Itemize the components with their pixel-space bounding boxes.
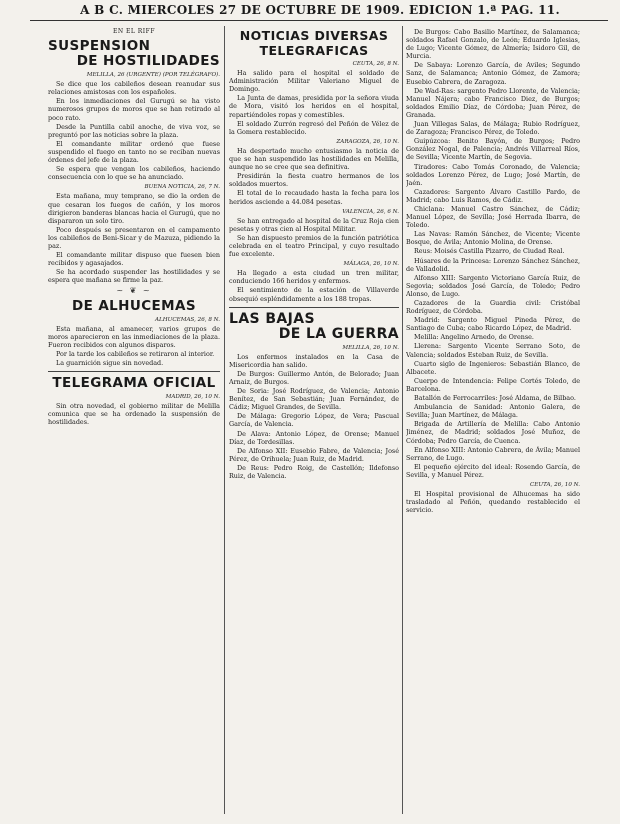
paragraph: Húsares de la Princesa: Lorenzo Sánchez Sánchez, de Valladolid. [406, 256, 580, 273]
paragraph: De Málaga: Gregorio López, de Vera; Pascual García, de Valencia. [229, 412, 399, 429]
ornament-divider: ~ ❦ ~ [116, 286, 152, 296]
dateline: VALENCIA, 26, 6 N. [342, 208, 399, 215]
paragraph: Chiclana: Manuel Castro Sánchez, de Cádiz; Manuel López, de Sevilla; José Herrada Ibarra, de Toledo. [406, 204, 580, 230]
paragraph: Esta mañana, al amanecer, varios grupos de moros aparecieron en las inmediaciones de la plaza. Fueron recibidos con algunos disparos. [48, 324, 220, 349]
paragraph: En Alfonso XIII: Antonio Cabrera, de Ávila; Manuel Serrano, de Lugo. [406, 445, 580, 462]
paragraph: El pequeño ejército del ideal: Rosendo García, de Sevilla, y Manuel Pérez. [406, 462, 580, 479]
paragraph: De Alava: Antonio López, de Orense; Manuel Díaz, de Tordesillas. [229, 429, 399, 446]
headline-guerra: DE LA GUERRA [278, 325, 399, 342]
dateline: MADRID, 26, 10 N. [165, 394, 220, 401]
paragraph: Alfonso XIII: Sargento Victoriano García Ruiz, de Segovia; soldados José García, de Toledo; Pedro Alonso, de Lugo. [406, 273, 580, 298]
paragraph: Ambulancia de Sanidad: Antonio Galera, de Sevilla; Juan Martínez, de Málaga. [406, 403, 580, 420]
kicker: EN EL RIFF [112, 28, 156, 35]
dateline: MELILLA, 26, 10 N. [342, 344, 399, 351]
paragraph: Por la tarde los cabileños se retiraron al interior. [56, 349, 215, 358]
paragraph: Presidirán la fiesta cuatro hermanos de los soldados muertos. [229, 172, 399, 189]
column-rule-1 [224, 26, 225, 814]
headline-noticias: NOTICIAS DIVERSAS [239, 28, 389, 43]
headline-bajas: LAS BAJAS [229, 310, 315, 327]
paragraph: Guipúzcoa: Benito Bayón, de Burgos; Pedro González Nogal, de Palencia; Andrés Villarreal Ríos, de Sevilla; Vicente Martín, de Segovia. [406, 137, 580, 162]
paragraph: Se espera que vengan los cabileños, haciendo consecuencia con lo que se ha anunciado. [48, 165, 220, 182]
paragraph: Sin otra novedad, el gobierno militar de Melilla comunica que se ha ordenado la suspensión de hostilidades. [48, 402, 220, 427]
paragraph: Se han entregado al hospital de la Cruz Roja cien pesetas y otras cien al Hospital Militar. [229, 216, 399, 233]
paragraph: Los enfermos instalados en la Casa de Misericordia han salido. [229, 352, 399, 369]
paragraph: Madrid: Sargento Miguel Pineda Pérez, de Santiago de Cuba; cabo Ricardo López, de Madrid. [406, 316, 580, 333]
paragraph: El comandante militar dispuso que fuesen bien recibidos y agasajados. [48, 251, 220, 268]
masthead-rule [30, 20, 608, 21]
paragraph: El total de lo recaudado hasta la fecha para los heridos asciende a 44.084 pesetas. [229, 189, 399, 206]
paragraph: De Alfonso XII: Eusebio Fabre, de Valencia; José Pérez, de Orihuela; Juan Ruiz, de Madrid. [229, 446, 399, 463]
headline-alhucemas: DE ALHUCEMAS [72, 297, 196, 314]
dateline: CEUTA, 26, 8 N. [352, 61, 399, 67]
paragraph: Desde la Puntilla cabil anoche, de viva voz, se preguntó por las noticias sobre la plaza. [48, 122, 220, 139]
paragraph: El Hospital provisional de Alhucemas ha sido trasladado al Peñón, quedando restablecido el servicio. [406, 490, 580, 515]
column-2 [229, 28, 399, 814]
paragraph: Juan Villegas Salas, de Málaga; Rubio Rodríguez, de Zaragoza; Francisco Pérez, de Toledo. [406, 120, 580, 137]
paragraph: Esta mañana, muy temprano, se dio la orden de que cesaran los fuegos de cañón, y los moros dirigieron banderas blancas hacia el Gurugú, que no dispararon un solo tiro. [48, 192, 220, 225]
column-rule-2 [402, 26, 403, 814]
paragraph: El soldado Zurrón regresó del Peñón de Vélez de la Gomera restablecido. [229, 119, 399, 136]
paragraph: Cuarto siglo de Ingenieros: Sebastián Blanco, de Albacete. [406, 359, 580, 376]
paragraph: De Burgos: Guillermo Antón, de Belorado; Juan Arnaiz, de Burgos. [229, 369, 399, 386]
paragraph: Tiradores: Cabo Tomás Coronado, de Valencia; soldados Lorenzo Pérez, de Lugo; José Martín, de Jaén. [406, 162, 580, 187]
divider [229, 307, 399, 308]
paragraph: De Wad-Ras: sargento Pedro Llorente, de Valencia; Manuel Nájera; cabo Francisco Diez, de Burgos; soldados Emilio Díaz, de Córdoba; Juan Pérez, de Granada. [406, 86, 580, 119]
paragraph: Cazadores de la Guardia civil: Cristóbal Rodríguez, de Córdoba. [406, 299, 580, 316]
paragraph: De Reus: Pedro Roig, de Castellón; Ildefonso Ruiz, de Valencia. [229, 463, 399, 481]
dateline: ZARAGOZA, 26, 10 N. [336, 138, 399, 145]
headline-telegraficas: TELEGRAFICAS [259, 43, 369, 58]
paragraph: Ha llegado a esta ciudad un tren militar, conduciendo 166 heridos y enfermos. [229, 269, 399, 286]
dateline: BUENA NOTICIA, 26, 7 N. [144, 184, 220, 191]
dateline: CEUTA, 26, 10 N. [530, 481, 580, 488]
paragraph: Brigada de Artillería de Melilla: Cabo Antonio Jiménez, de Madrid; soldados José Muñoz, de Córdoba; Pedro García, de Cuenca. [406, 420, 580, 445]
column-3 [406, 28, 580, 814]
paragraph: Poco después se presentaron en el campamento los cabileños de Beni-Sicar y de Mazuza, pidiendo la paz. [48, 225, 220, 250]
paragraph: El comandante militar ordenó que fuese suspendido el fuego en tanto no se reciban nuevas órdenes del jefe de la plaza. [48, 139, 220, 165]
paragraph: Llerena: Sargento Vicente Serrano Soto, de Valencia; soldados Esteban Ruiz, de Sevilla. [406, 342, 580, 359]
paragraph: De Sabaya: Lorenzo García, de Aviles; Segundo Sanz, de Salamanca; Antonio Gómez, de Zamora; Eusebio Cabrera, de Zaragoza. [406, 61, 580, 86]
paragraph: La Junta de damas, presidida por la señora viuda de Mora, visitó los heridos en el hospital, repartiéndoles ropas y comestibles. [229, 94, 399, 119]
paragraph: El sentimiento de la estación de Villaverde obsequió espléndidamente a los 188 tropas. [229, 286, 399, 303]
paragraph: Batallón de Ferrocarriles: José Aldama, de Bilbao. [414, 394, 576, 403]
masthead: A B C. MIERCOLES 27 DE OCTUBRE DE 1909. EDICION 1.ª PAG. 11. [80, 3, 560, 17]
paragraph: La guarnición sigue sin novedad. [56, 359, 164, 367]
paragraph: Se dice que los cabileños desean reanudar sus relaciones amistosas con los españoles. [48, 80, 220, 97]
paragraph: Las Navas: Ramón Sánchez, de Vicente; Vicente Bosque, de Ávila; Antonio Molina, de Orense. [406, 230, 580, 247]
paragraph: Cazadores: Sargento Álvaro Castillo Pardo, de Madrid; cabo Luis Ramos, de Cádiz. [406, 187, 580, 204]
divider [48, 371, 220, 372]
dateline: MÁLAGA, 26, 10 N. [343, 261, 399, 268]
paragraph: Reus: Moisés Castilla Pizarro, de Ciudad Real. [414, 247, 565, 256]
paragraph: Cuerpo de Intendencia: Felipe Cortés Toledo, de Barcelona. [406, 376, 580, 393]
paragraph: Se ha acordado suspender las hostilidades y se espera que mañana se firme la paz. [48, 268, 220, 285]
paragraph: De Soria: José Rodríguez, de Valencia; Antonio Benítez, de San Sebastián; Juan Fernández, de Cádiz; Miguel Grandes, de Sevilla. [229, 387, 399, 412]
dateline: MELILLA, 26 (URGENTE) (POR TELÉGRAFO). [86, 72, 220, 79]
headline-suspension: SUSPENSION [48, 38, 151, 55]
headline-hostilidades: DE HOSTILIDADES [76, 53, 220, 70]
paragraph: En los inmediaciones del Gurugú se ha visto numerosos grupos de moros que se han retirado al poco rato. [48, 97, 220, 122]
paragraph: Se han dispuesto premios de la función patriótica celebrada en el teatro Principal, y cuyo resultado fue excelente. [229, 233, 399, 259]
headline-telegrama: TELEGRAMA OFICIAL [52, 375, 216, 392]
dateline: ALHUCEMAS, 26, 8 N. [155, 316, 220, 323]
paragraph: Ha salido para el hospital el soldado de Administración Militar Valeriano Miguel de Domingo. [229, 69, 399, 94]
paragraph: De Burgos: Cabo Basilio Martínez, de Salamanca; soldados Rafael Gonzalo, de León; Eduardo Iglesias, de Lugo; Vicente Gómez, de Almería; Isidoro Gil, de Murcia. [406, 28, 580, 61]
column-1 [48, 28, 220, 814]
paragraph: Ha despertado mucho entusiasmo la noticia de que se han suspendido las hostilidades en Melilla, aunque no se cree que sea definitiva. [229, 146, 399, 172]
paragraph: Melilla: Angelino Arnedo, de Orense. [414, 333, 534, 342]
